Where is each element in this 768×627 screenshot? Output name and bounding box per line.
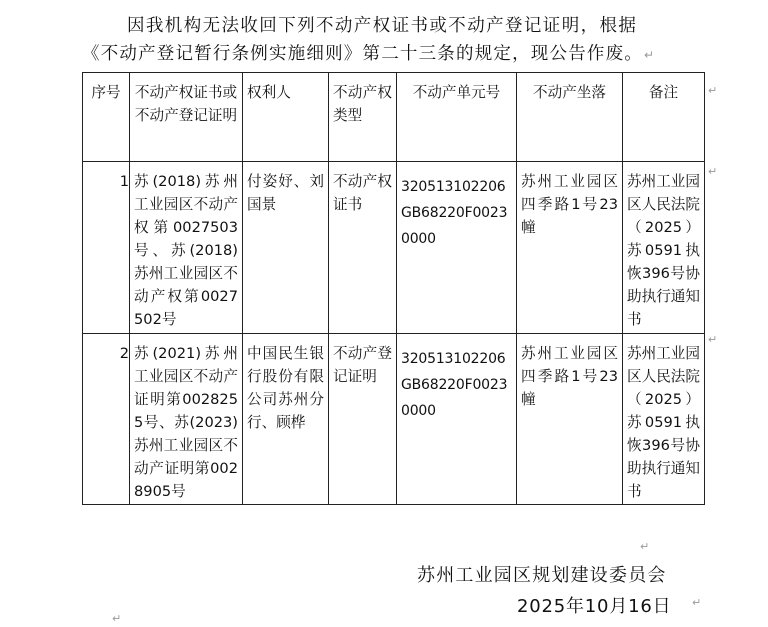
cell-end-mark-icon: ↵ (708, 165, 718, 178)
paragraph-mark-icon: ↵ (692, 596, 702, 609)
header-note: 备注 (623, 73, 705, 162)
cell-no: 2 (83, 334, 130, 505)
header-holder: 权利人 (243, 73, 329, 162)
cell-unit: 320513102206GB68220F00230000 (397, 162, 517, 334)
header-cert: 不动产权证书或不动产登记证明 (130, 73, 243, 162)
cell-end-mark-icon: ↵ (708, 84, 718, 97)
cell-note: 苏州工业园区人民法院（2025）苏0591执恢396号协助执行通知书 (623, 162, 705, 334)
cell-holder: 付姿妤、刘国景 (243, 162, 329, 334)
table-row (83, 162, 705, 334)
table-header-row (83, 73, 705, 162)
void-certificate-table (82, 72, 705, 505)
cell-holder: 中国民生银行股份有限公司苏州分行、顾桦 (243, 334, 329, 505)
signature-date: 2025年10月16日 (517, 596, 672, 617)
signature-org: 苏州工业园区规划建设委员会 (417, 565, 667, 586)
paragraph-mark-icon: ↵ (640, 540, 650, 553)
cell-no: 1 (83, 162, 130, 334)
cell-cert: 苏(2018)苏州工业园区不动产权第0027503号、苏(2018)苏州工业园区不动产权第0027502号 (130, 162, 243, 334)
header-no: 序号 (83, 73, 130, 162)
cell-unit: 320513102206GB68220F00230000 (397, 334, 517, 505)
cell-location: 苏州工业园区四季路1号23幢 (517, 162, 623, 334)
header-type: 不动产权类型 (329, 73, 397, 162)
paragraph-mark-icon: ↵ (644, 48, 656, 62)
header-location: 不动产坐落 (517, 73, 623, 162)
paragraph-mark-icon: ↵ (112, 612, 122, 625)
cell-cert: 苏(2021)苏州工业园区不动产证明第0028255号、苏(2023)苏州工业园区不动产证明第0028905号 (130, 334, 243, 505)
cell-note: 苏州工业园区人民法院（2025）苏0591执恢396号协助执行通知书 (623, 334, 705, 505)
cell-type: 不动产登记证明 (329, 334, 397, 505)
table-row (83, 334, 705, 505)
cell-location: 苏州工业园区四季路1号23幢 (517, 334, 623, 505)
intro-line-1: 因我机构无法收回下列不动产权证书或不动产登记证明，根据 (127, 16, 638, 36)
cell-type: 不动产权证书 (329, 162, 397, 334)
intro-line-2: 《不动产登记暂行条例实施细则》第二十三条的规定，现公告作废。↵ (82, 44, 656, 64)
header-unit: 不动产单元号 (397, 73, 517, 162)
cell-end-mark-icon: ↵ (708, 333, 718, 346)
